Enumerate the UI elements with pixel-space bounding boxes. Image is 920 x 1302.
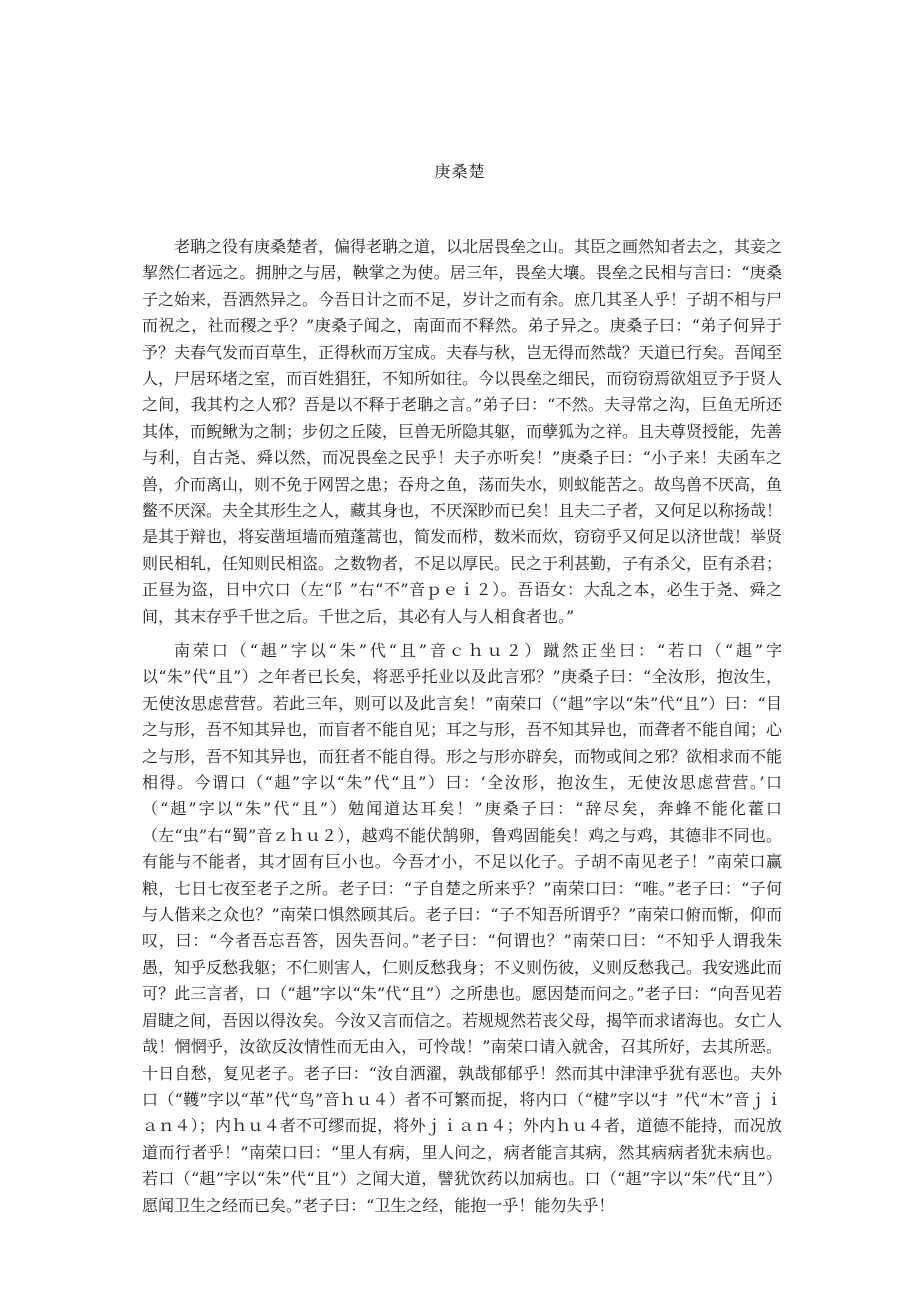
paragraph-1: 老聃之役有庚桑楚者，偏得老聃之道，以北居畏垒之山。其臣之画然知者去之，其妾之挈然仁者远之。拥肿之与居，鞅掌之为使。居三年，畏垒大壤。畏垒之民相与言曰：“庚桑子之始来，吾洒然异之。今吾日计之而不足，岁计之而有余。庶几其圣人乎！子胡不相与尸而祝之，社而稷之乎？”庚桑子闻之，南面而不释然。弟子异之。庚桑子曰：“弟子何异于予？夫春气发而百草生，正得秋而万宝成。夫春与秋，岂无得而然哉？天道已行矣。吾闻至人，尸居环堵之室，而百姓猖狂，不知所如往。今以畏垒之细民，而窃窃焉欲俎豆予于贤人之间，我其杓之人邪？吾是以不释于老聃之言。”弟子曰：“不然。夫寻常之沟，巨鱼无所还其体，而鲵鳅为之制；步仞之丘陵，巨兽无所隐其躯，而孽狐为之祥。且夫尊贤授能，先善与利，自古尧、舜以然，而况畏垒之民乎！夫子亦听矣！”庚桑子曰：“小子来！夫函车之兽，介而离山，则不免于网罟之患；吞舟之鱼，荡而失水，则蚁能苦之。故鸟兽不厌高，鱼鳖不厌深。夫全其形生之人，藏其身也，不厌深眇而已矣！且夫二子者，又何足以称扬哉！是其于辩也，将妄凿垣墙而殖蓬蒿也，简发而栉，数米而炊，窃窃乎又何足以济世哉！举贤则民相轧，任知则民相盗。之数物者，不足以厚民。民之于利甚勤，子有杀父，臣有杀君；正昼为盗，日中穴口（左“阝”右“不”音ｐｅｉ２）。吾语女：大乱之本，必生于尧、舜之间，其末存乎千世之后。千世之后，其必有人与人相食者也。” — [142, 237, 783, 626]
document-title: 庚桑楚 — [434, 162, 486, 181]
paragraph-2: 南荣口（“趄”字以“朱”代“且”音ｃｈｕ２）蹴然正坐曰：“若口（“趄”字以“朱”代“且”）之年者已长矣，将恶乎托业以及此言邪？”庚桑子曰：“全汝形，抱汝生，无使汝思虑营营。若此三年，则可以及此言矣！”南荣口（“趄”字以“朱”代“且”）曰：“目之与形，吾不知其异也，而盲者不能自见；耳之与形，吾不知其异也，而聋者不能自闻；心之与形，吾不知其异也，而狂者不能自得。形之与形亦辟矣，而物或间之邪？欲相求而不能相得。今谓口（“趄”字以“朱”代“且”）曰：‘全汝形，抱汝生，无使汝思虑营营。’口（“趄”字以“朱”代“且”）勉闻道达耳矣！”庚桑子曰：“辞尽矣，奔蜂不能化藿口（左“虫”右“蜀”音ｚｈｕ２），越鸡不能伏鹄卵，鲁鸡固能矣！鸡之与鸡，其德非不同也。有能与不能者，其才固有巨小也。今吾才小，不足以化子。子胡不南见老子！”南荣口赢粮，七日七夜至老子之所。老子曰：“子自楚之所来乎？”南荣口曰：“唯。”老子曰：“子何与人偕来之众也？”南荣口惧然顾其后。老子曰：“子不知吾所谓乎？”南荣口俯而惭，仰而叹，曰：“今者吾忘吾答，因失吾问。”老子曰：“何谓也？”南荣口曰：“不知乎人谓我朱愚，知乎反愁我躯；不仁则害人，仁则反愁我身；不义则伤彼，义则反愁我己。我安逃此而可？此三言者，口（“趄”字以“朱”代“且”）之所患也。愿因楚而问之。”老子曰：“向吾见若眉睫之间，吾因以得汝矣。今汝又言而信之。若规规然若丧父母，揭竿而求诸海也。女亡人哉！惘惘乎，汝欲反汝情性而无由入，可怜哉！”南荣口请入就舍，召其所好，去其所恶。十日自愁，复见老子。老子曰：“汝自洒濯，孰哉郁郁乎！然而其中津津乎犹有恶也。夫外口（“韄”字以“革”代“鸟”音ｈｕ４）者不可繁而捉，将内口（“楗”字以“扌”代“木”音ｊｉａｎ４）；内ｈｕ４者不可缪而捉，将外ｊｉａｎ４；外内ｈｕ４者，道德不能持，而况放道而行者乎！”南荣口曰：“里人有病，里人问之，病者能言其病，然其病病者犹未病也。若口（“趄”字以“朱”代“且”）之闻大道，譬犹饮药以加病也。口（“趄”字以“朱”代“且”）愿闻卫生之经而已矣。”老子曰：“卫生之经，能抱一乎！能勿失乎！ — [142, 641, 783, 1215]
